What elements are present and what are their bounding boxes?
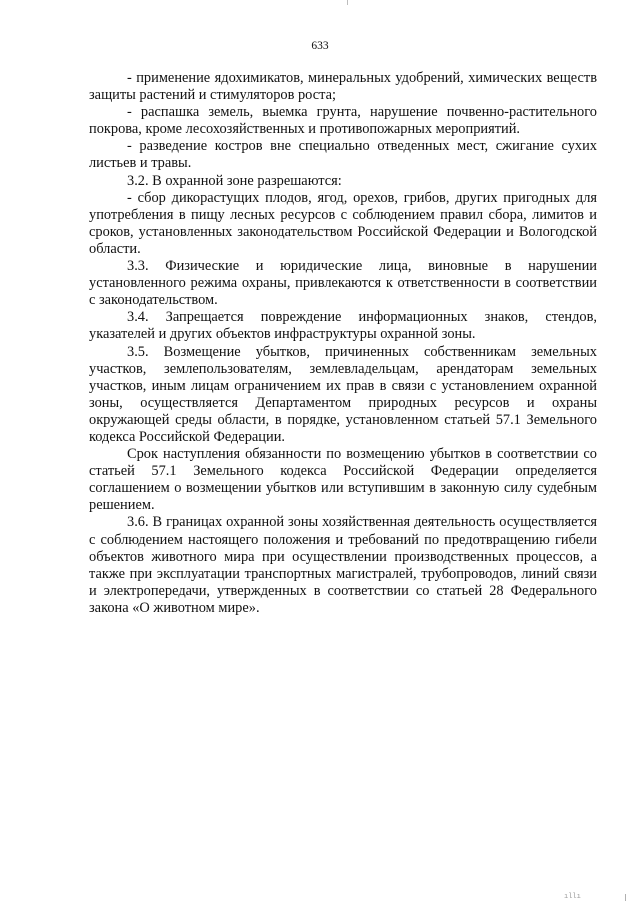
paragraph-prohibition-plowing: - распашка земель, выемка грунта, нарушение почвенно-растительного покрова, кроме лесохозяйственных и противопожарных мероприятий. <box>89 104 597 138</box>
paragraph-compensation-term: Срок наступления обязанности по возмещению убытков в соответствии со статьей 57.1 Земельного кодекса Российской Федерации определяется соглашением о возмещении убытков или вступившим в законную силу судебным решением. <box>89 446 597 514</box>
page-number: 633 <box>311 40 329 52</box>
scan-mark <box>347 0 348 5</box>
document-body <box>89 70 597 617</box>
paragraph-3-4: 3.4. Запрещается повреждение информационных знаков, стендов, указателей и других объектов инфраструктуры охранной зоны. <box>89 309 597 343</box>
paragraph-3-3: 3.3. Физические и юридические лица, виновные в нарушении установленного режима охраны, привлекаются к ответственности в соответствии с законодательством. <box>89 258 597 309</box>
paragraph-prohibition-fires: - разведение костров вне специально отведенных мест, сжигание сухих листьев и травы. <box>89 138 597 172</box>
paragraph-3-2-heading: 3.2. В охранной зоне разрешаются: <box>127 172 342 189</box>
scan-footer-mark: ıllı <box>564 893 581 901</box>
scan-mark <box>625 894 626 901</box>
paragraph-3-5: 3.5. Возмещение убытков, причиненных собственникам земельных участков, землепользователям, землевладельцам, арендаторам земельных участков, иным лицам ограничением их прав в связи с установлением охранной зоны, осуществляется Департаментом природных ресурсов и охраны окружающей среды области, в порядке, установленном статьей 57.1 Земельного кодекса Российской Федерации. <box>89 343 597 445</box>
paragraph-3-6: 3.6. В границах охранной зоны хозяйственная деятельность осуществляется с соблюдением настоящего положения и требований по предотвращению гибели объектов животного мира при осуществлении производственных процессов, а также при эксплуатации транспортных магистралей, трубопроводов, линий связи и электропередачи, утвержденных в соответствии со статьей 28 Федерального закона «О животном мире». <box>89 514 597 616</box>
paragraph-permitted-gathering: - сбор дикорастущих плодов, ягод, орехов, грибов, других пригодных для употребления в пищу лесных ресурсов с соблюдением правил сбора, лимитов и сроков, установленных законодательством Российской Федерации и Вологодской области. <box>89 189 597 257</box>
paragraph-prohibition-chemicals: - применение ядохимикатов, минеральных удобрений, химических веществ защиты растений и стимуляторов роста; <box>89 70 597 104</box>
